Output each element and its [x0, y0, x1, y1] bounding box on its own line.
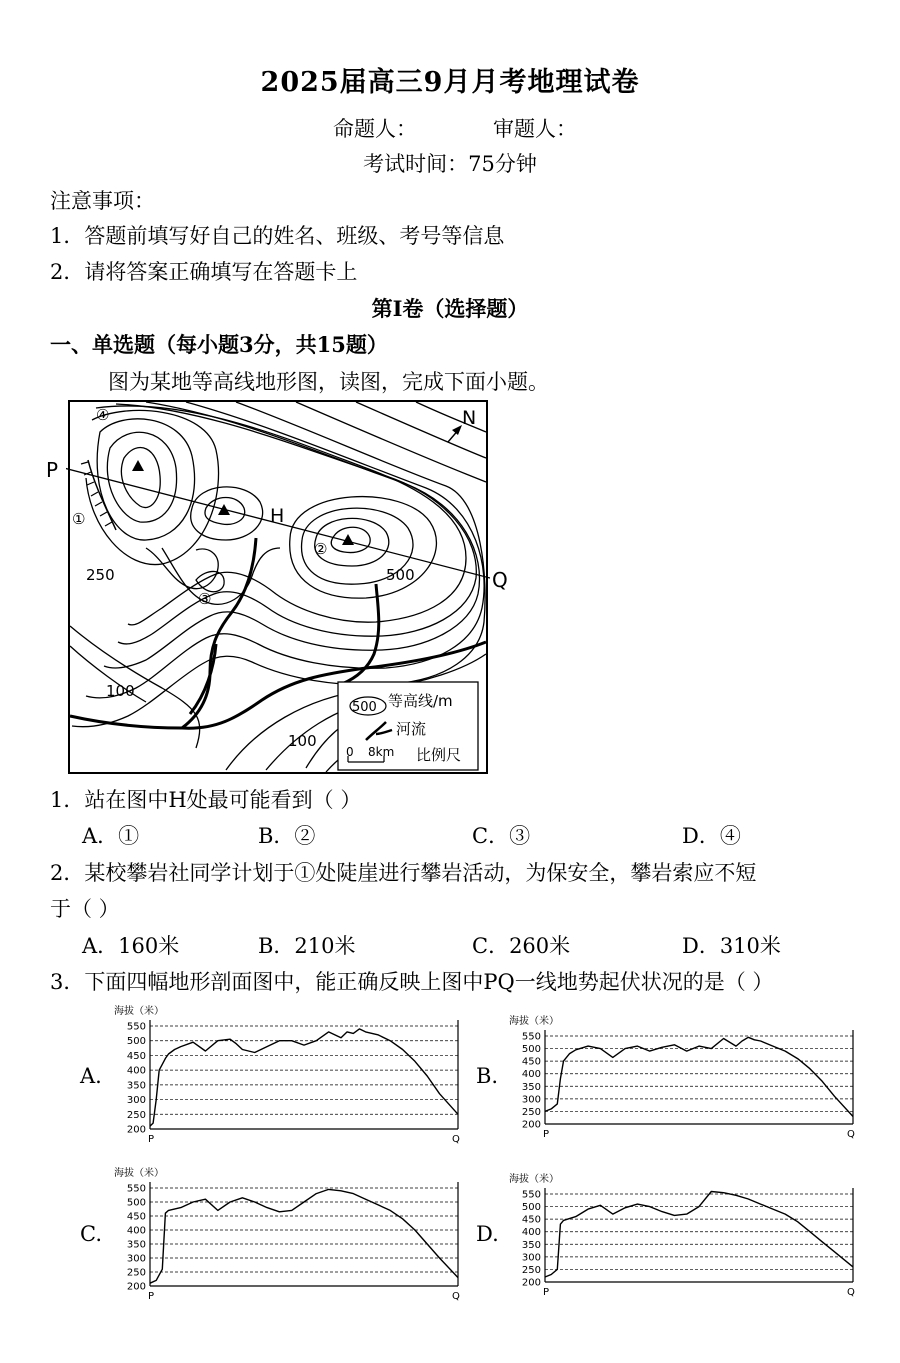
profile-tick-label: 200: [126, 1281, 146, 1293]
profile-chart-d: [505, 1168, 865, 1298]
profile-tick-label: 500: [126, 1197, 146, 1209]
contour-label-250: 250: [86, 566, 115, 584]
map-intro: 图为某地等高线地形图，读图，完成下面小题。: [108, 370, 549, 394]
profile-p-label: P: [148, 1134, 155, 1145]
profile-ylabel: 海拔（米）: [509, 1174, 559, 1185]
profile-tick-label: 450: [126, 1211, 146, 1223]
profile-tick-label: 350: [126, 1080, 146, 1092]
profile-tick-label: 550: [521, 1189, 541, 1201]
profile-tick-label: 250: [126, 1109, 146, 1121]
svg-text:8km: 8km: [368, 745, 395, 759]
exam-title: 2025届高三9月月考地理试卷: [260, 67, 640, 98]
profile-tick-label: 200: [521, 1119, 541, 1131]
map-label-H: H: [270, 505, 285, 527]
profile-tick-label: 500: [521, 1044, 541, 1056]
profile-tick-label: 300: [521, 1094, 541, 1106]
question-1-option-d[interactable]: D．④: [682, 824, 741, 848]
profile-tick-label: 350: [521, 1081, 541, 1093]
profile-line: [545, 1192, 853, 1278]
profile-q-label: Q: [847, 1129, 855, 1140]
exam-time: 考试时间：75分钟: [363, 152, 537, 176]
map-marker-3: ③: [198, 590, 212, 608]
profile-option-b[interactable]: B.: [476, 1064, 499, 1088]
profile-line: [150, 1029, 458, 1126]
contour-label-500: 500: [386, 566, 415, 584]
section-title: 一、单选题（每小题3分，共15题）: [50, 332, 388, 357]
reviewer-label: 审题人：: [493, 117, 577, 141]
profile-line: [545, 1037, 853, 1116]
contour-label-100a: 100: [106, 682, 135, 700]
setter-label: 命题人：: [333, 117, 417, 141]
question-2-option-c[interactable]: C．260米: [472, 934, 571, 958]
question-3-stem: 3．下面四幅地形剖面图中，能正确反映上图中PQ一线地势起伏状况的是（ ）: [50, 970, 774, 994]
svg-text:比例尺: 比例尺: [416, 746, 462, 764]
question-2-stem-line1: 2．某校攀岩社同学计划于①处陡崖进行攀岩活动，为保安全，攀岩索应不短: [50, 861, 757, 885]
profile-tick-label: 450: [126, 1050, 146, 1062]
profile-q-label: Q: [847, 1287, 855, 1298]
profile-tick-label: 500: [126, 1036, 146, 1048]
profile-tick-label: 450: [521, 1214, 541, 1226]
profile-ylabel: 海拔（米）: [114, 1006, 164, 1017]
contour-map: [66, 398, 490, 776]
question-2-option-d[interactable]: D．310米: [682, 934, 781, 958]
profile-q-label: Q: [452, 1134, 460, 1145]
profile-tick-label: 350: [126, 1239, 146, 1251]
profile-tick-label: 550: [126, 1183, 146, 1195]
svg-text:0: 0: [346, 745, 354, 759]
profile-chart-c: [110, 1162, 470, 1302]
notes-heading: 注意事项：: [50, 189, 155, 213]
question-1-option-c[interactable]: C．③: [472, 824, 531, 848]
svg-text:等高线/m: 等高线/m: [388, 692, 453, 710]
profile-ylabel: 海拔（米）: [114, 1168, 164, 1179]
profile-tick-label: 250: [521, 1106, 541, 1118]
svg-text:500: 500: [352, 700, 377, 715]
profile-q-label: Q: [452, 1291, 460, 1302]
profile-option-a[interactable]: A.: [80, 1064, 102, 1088]
question-2-option-b[interactable]: B．210米: [258, 934, 356, 958]
north-label: N: [462, 407, 477, 429]
question-2-option-a[interactable]: A．160米: [82, 934, 180, 958]
profile-p-label: P: [148, 1291, 155, 1302]
profile-tick-label: 200: [521, 1277, 541, 1289]
profile-chart-a: [110, 1000, 470, 1145]
question-1-option-b[interactable]: B．②: [258, 824, 316, 848]
profile-p-label: P: [543, 1287, 550, 1298]
question-1-stem: 1．站在图中H处最可能看到（ ）: [50, 788, 362, 812]
profile-tick-label: 550: [126, 1021, 146, 1033]
map-marker-4: ④: [96, 406, 110, 424]
map-marker-1: ①: [72, 510, 86, 528]
profile-tick-label: 400: [126, 1065, 146, 1077]
profile-option-c[interactable]: C.: [80, 1222, 102, 1246]
question-1-option-a[interactable]: A．①: [82, 824, 140, 848]
profile-chart-b: [505, 1010, 865, 1140]
svg-text:河流: 河流: [396, 720, 427, 738]
map-label-Q: Q: [492, 568, 508, 592]
note-item-1: 1．答题前填写好自己的姓名、班级、考号等信息: [50, 224, 505, 248]
profile-tick-label: 350: [521, 1239, 541, 1251]
profile-tick-label: 400: [521, 1227, 541, 1239]
volume-title: 第Ⅰ卷（选择题）: [371, 296, 529, 321]
profile-option-d[interactable]: D.: [476, 1222, 499, 1246]
map-marker-2: ②: [314, 540, 328, 558]
contour-label-100b: 100: [288, 732, 317, 750]
profile-tick-label: 550: [521, 1031, 541, 1043]
profile-tick-label: 300: [126, 1253, 146, 1265]
profile-p-label: P: [543, 1129, 550, 1140]
profile-tick-label: 250: [521, 1264, 541, 1276]
profile-tick-label: 250: [126, 1267, 146, 1279]
profile-tick-label: 450: [521, 1056, 541, 1068]
profile-ylabel: 海拔（米）: [509, 1016, 559, 1027]
profile-tick-label: 300: [126, 1095, 146, 1107]
profile-tick-label: 400: [126, 1225, 146, 1237]
note-item-2: 2．请将答案正确填写在答题卡上: [50, 260, 358, 284]
question-2-stem-line2: 于（ ）: [50, 897, 120, 921]
profile-tick-label: 300: [521, 1252, 541, 1264]
profile-tick-label: 400: [521, 1069, 541, 1081]
profile-line: [150, 1189, 458, 1283]
map-label-P: P: [46, 458, 59, 482]
profile-tick-label: 200: [126, 1124, 146, 1136]
profile-tick-label: 500: [521, 1202, 541, 1214]
